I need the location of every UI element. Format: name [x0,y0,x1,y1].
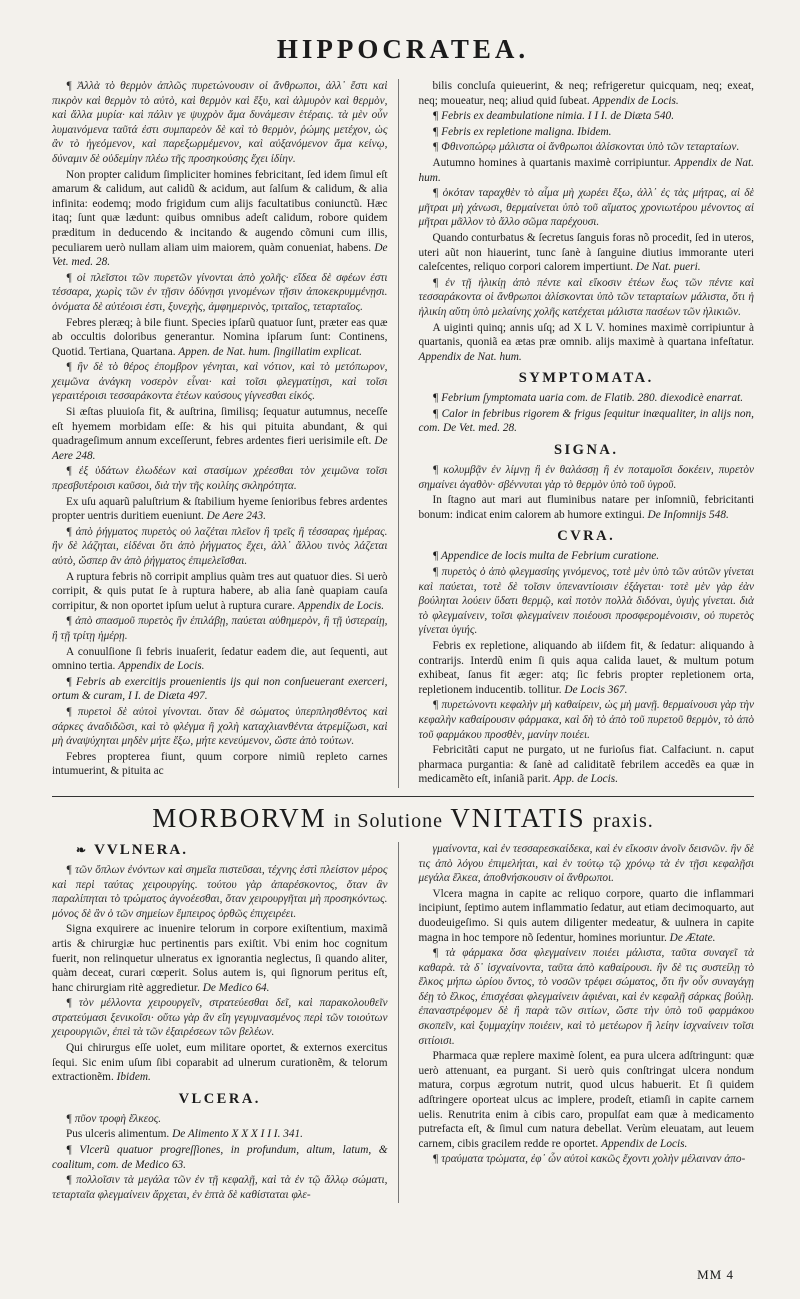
bottom-right-paragraph: ¶ τραύματα τρώματα, ἐφ᾽ ὧν αὐτοὶ κακῶς ἔχοντι χολὴν μέλαιναν ἀπο- [432,1153,746,1166]
citation: De Inſomnijs 548. [647,508,729,521]
top-right-paragraph: A uiginti quinq; annis uſq; ad X L V. homines maximè corripiuntur à quartanis, quoniã ea ætas præ omnib. alijs maximè à quartana infeſtatur. Appendix de Nat. hum. [418,321,754,363]
top-left-paragraph: ¶ Febris ab exercitijs prouenientis ijs qui non conſueuerant exerceri, ortum & curam, I I. de Diæta 497. [52,675,388,703]
cura-paragraph: Febricitãti caput ne purgato, ut ne furioſus fiat. Calfaciunt. n. caput pharmaca purgantia: & ſanè ad caliditatẽ febrilem accedẽs ea quæ in medicamẽto eſt, inſaniã parit. App. de Locis. [418,744,754,786]
fever-continued [419,79,755,364]
signature-mark: MM 4 [697,1267,734,1282]
symptomata-heading: SYMPTOMATA. [518,370,654,387]
citation: App. de Locis. [553,773,619,786]
bottom-left-paragraph: ¶ τῶν ὅπλων ἐνόντων καὶ σημεῖα πιστεῦσαι, τέχνης ἐστὶ πλείστον μέρος καὶ περὶ ταύτας χειρουργίης. τούτου γὰρ ἀπαρέσκοντος, ὅταν ἂν παραλίπηται τὸ τρώματος ἀγνοέεσθαι, ὅταν χειρουργῆται μὴ προσηκόντως. μόνος δὲ ἂν ὁ τῶν σημείων ἔμπειρος ὀρθῶς ἐπιχειρέει. [52,863,388,920]
top-right-paragraph: ¶ Febris ex repletione maligna. Ibidem. [432,125,612,138]
top-right-paragraph: ¶ ἐν τῇ ἡλικίῃ ἀπὸ πέντε καὶ εἴκοσιν ἐτέων ἕως τῶν πέντε καὶ τεσσαράκοντα οἱ ἄνθρωποι ἁλίσκονται ὑπὸ τῶν τεταρταίων μάλιστα, ὅτι ἡ ἡλικίη αὕτη ὑπὸ μελαίνης χολῆς κατέχεται μάλιστα πασέων τῶν ἡλικιῶν. [418,276,754,318]
bottom-left-ulcera-paragraph: ¶ πολλοῖσιν τὰ μεγάλα τῶν ἐν τῇ κεφαλῇ, καὶ τὰ ἐν τῷ ἄλλῳ σώματι, τεταρταῖα φλεγμαίνειν ἄρχεται, ἐν ἑπτὰ δὲ καθίσταται φλε- [52,1174,388,1201]
bottom-right-paragraph: Vlcera magna in capite ac reliquo corpore, quarto die inflammari incipiunt, ſeptimo autem inflammatio ſedatur, aut etiam decimoquarto, aut duodeuigeſimo. Si quis autem diligenter medeatur, & uulnera in capite magna in hoc tempore nõ ſedentur, homines moriuntur. De Ætate. [418,887,754,944]
bottom-right-paragraph: ¶ τὰ φάρμακα ὅσα φλεγμαίνειν ποιέει μάλιστα, ταῦτα συναγεῖ τὰ καθαρὰ. τὰ δ᾽ ἰσχναίνοντα, ταῦτα ἀπὸ καθαίρουσι. ἢν δὲ τις συστείλῃ τὸ ἕλκος μήπω ώρίου ὄντος, τὸ νοσῶν τρέφει σώματος, ὅτι ἢν οὖν συναγάγῃ δέῃ τὸ ἕλκος, ἐπισχέσαι φλεγμαίνειν ἀφιέναι, καὶ ἐν κεφαλῇ σάρκας βούλῃ. ἐπαναστρέφομεν δὲ ἢ παρὰ τῶν σιτίων, ὥστε τὴν ὑπὸ τοῦ φαρμάκου σκοπεῖν, καὶ ξυμμαχίην ποιέειν, καὶ τὸ μετέωρον ἢ λείην ἰσχναίνειν τοῖσι σιτίοισι. [418,947,754,1047]
top-left-paragraph: Febres pleræq; à bile fiunt. Species ipſarũ quatuor ſunt, præter eas quæ ab occultis doloribus generantur. Nomina ipſarum ſunt: Continens, Quotid. Tertiana, Quartana. Appen. de Nat. hum. ſingillatim explicat. [52,316,388,358]
bottom-right-column [417,842,755,1203]
ulcera-heading: VLCERA. [178,1090,261,1107]
citation: De Vet. med. 28. [52,241,388,269]
citation: De Medico 64. [202,981,270,994]
top-right-paragraph: Quando conturbatus & ſecretus ſanguis foras nõ procedit, ſed in uteros, uteri aũt non hiauerint, tunc ſanè à ſanguine diutius immorante uteri caleſcentes, reliquo corpori calorem impertiunt. De Nat. pueri. [418,231,754,274]
citation: Appendix de Nat. hum. [418,350,522,363]
cura-paragraph: ¶ πυρετὸς ὁ ἀπὸ φλεγμασίης γινόμενος, τοτὲ μὲν ὑπὸ τῶν αὐτῶν γίνεται καὶ παύεται, τοτὲ δὲ τοῖσιν ὑπεναντίοισιν ἐξάγεται· τοτὲ μὲν γὰρ ἐὰν βούληται λούειν ὕδατι θερμῷ, καὶ ποτὸν πολλὰ διδόναι, ὑγιὴς γίνεται. διὰ τὸ φλεγμαίνειν, τοῖσι φλεγμαίνειν ποιέουσι προσφερομένοισιν, οὐ πυρετὸς γίνεται ὑγιής. [418,566,754,637]
bottom-right-paragraph: Pharmaca quæ replere maximè ſolent, ea pura ulcera adſtringunt: quæ uerò attenuant, ea purgant. Si uerò quis conſtringat ulcera nondum matura, corpus ægrotum nutrit, quod ulcus habuerit. Et ſi quidem adſtringere oporteat ulcus ac implere, prodeſt, etiamſi in capite carnem uelis. Renutrita enim à cibis caro, propulſat eam quæ à medicamento putrefacta eſt, & ſimul cum natura debellat. Verùm eleuatam, aut leuem carnem, cibis gracilem redde re oportet. Appendix de Locis. [418,1050,754,1150]
bottom-left-ulcera-paragraph: ¶ Vlcerũ quatuor progreſſiones, in profundum, altum, latum, & coalitum, com. de Medico 63. [52,1144,388,1171]
citation: Appendix de Locis. [297,599,385,612]
top-left-paragraph: ¶ ἐξ ὑδάτων ἑλωδέων καὶ στασίμων χρέεσθαι τὸν χειμῶνα τοῖσι πρεσβυτέροισι καῦσοι, διὰ τὴν τῆς κοιλίης σκληρότητα. [52,465,388,493]
bottom-left-paragraph: ¶ τὸν μέλλοντα χειρουργεῖν, στρατεύεσθαι δεῖ, καὶ παρακολουθεῖν στρατεύμασι ξενικοῖσι· οὕτω γὰρ ἂν εἴη γεγυμνασμένος περὶ τῶν τοιούτων χειρουργιῶν, ἐπεὶ τὰ τῶν ἐξαιρέσεων τῶν βελέων. [52,997,388,1039]
top-right-paragraph: ¶ Φθινοπώρῳ μάλιστα οἱ ἄνθρωποι ἁλίσκονται ὑπὸ τῶν τεταρταίων. [432,141,740,154]
top-left-paragraph: A ruptura febris nõ corripit amplius quàm tres aut quatuor dies. Si uerò corripit, & quis putat ſe à ruptura habere, ab alia ſanè quapiam cauſa corripitur, & non oportet ipſum uelut à ruptura curare. Appendix de Locis. [52,570,388,612]
fleuron-icon: ❧ [76,842,89,857]
top-right-paragraph: ¶ Febris ex deambulatione nimia. I I I. de Diæta 540. [432,110,675,123]
symptomata-paragraph: ¶ Calor in febribus rigorem & frigus ſequitur inæqualiter, in alijs non, com. De Vet. med. 28. [418,407,754,435]
top-left-paragraph: Ex uſu aquarũ paluſtrium & ſtabilium hyeme ſenioribus febres ardentes propter uentris duritiem eueniunt. De Aere 243. [52,495,388,523]
section-divider [52,796,754,797]
bottom-columns [52,842,754,1203]
citation: Appen. de Nat. hum. ſingillatim explicat. [178,345,362,358]
bottom-left-ulcera-paragraph: ¶ πῦον τροφὴ ἕλκεος. [66,1112,162,1125]
banner-morborum: MORBORVM [152,802,327,833]
vulnera-heading: ❧ VVLNERA. [76,841,188,858]
citation: Appendix de Locis. [592,94,679,107]
top-left-paragraph: ¶ οἱ πλεῖστοι τῶν πυρετῶν γίνονται ἀπὸ χολῆς· εἴδεα δὲ σφέων ἐστι τέσσαρα, χωρὶς τῶν ἐν τῇσιν ὀδύνῃσι γινομένων τῇσιν ἀποκεκρυμμένῃσι. ὀνόματα δὲ αὐτέοισι ἐστι, ξυνεχὴς, ἀμφημερινὸς, τριταῖος, τεταρταῖος. [52,271,388,313]
symptomata-paragraph: ¶ Febrium ſymptomata uaria com. de Flatib. 280. diexodicè enarrat. [432,392,744,405]
running-head: HIPPOCRATEA. [276,34,530,64]
banner-unitatis: VNITATIS [450,802,586,833]
vulnera-section [52,863,388,1085]
citation: Ibidem. [116,1071,151,1084]
top-left-paragraph: ¶ ἢν δὲ τὸ θέρος ἐπομβρον γένηται, καὶ νότιον, καὶ τὸ μετόπωρον, χειμῶνα ἀνάγκη νοσερὸν εἶναι· καὶ τοῖσι φλεγματίῃσι, καὶ τοῖσι γεραιτέροισι τεσσαράκοντα ἐτέων καύσους γίγνεσθαι εἰκός. [52,361,388,403]
signa-paragraph: In ſtagno aut mari aut fluminibus natare per inſomniũ, febricitanti bonum: indicat enim calorem ab humore extingui. De Inſomnijs 548. [418,494,754,521]
bottom-left-paragraph: Qui chirurgus eſſe uolet, eum militare oportet, & externos exercitus ſequi. Sic enim uſum ſibi coparabit ad ulnerum curationẽm, & telorum extractionẽm. Ibidem. [52,1042,388,1084]
signa-heading: SIGNA. [553,442,619,459]
top-left-paragraph: A conuulſione ſi febris inuaſerit, ſedatur eadem die, aut ſequenti, aut omnino tertia. Appendix de Locis. [52,645,388,673]
top-right-column [417,79,755,788]
cura-section [419,549,755,787]
citation: Appendix de Locis. [601,1137,688,1150]
bottom-left-column [52,842,399,1203]
citation: Appendix de Locis. [118,660,205,673]
citation: De Alimento X X X I I I. 341. [172,1128,303,1141]
cura-paragraph: ¶ Appendice de locis multa de Febrium curatione. [432,550,660,563]
bottom-right-paragraph: γμαίνοντα, καὶ ἐν τεσσαρεσκαίδεκα, καὶ ἐν εἴκοσιν ἀνοῖν δεισνῶν. ἢν δὲ τις ἀπὸ λόγου ἐπιμελήται, καὶ ἐν τούτῳ τῷ χρόνῳ τὰ ἐν τῇσι κεφαλῇσι μεγάλα ἕλκεα, ἀποθνήσκουσιν οἱ ἄνθρωποι. [418,842,754,885]
top-columns [52,79,754,788]
bottom-left-ulcera-paragraph: Pus ulceris alimentum. De Alimento X X X I I I. 341. [66,1128,303,1141]
bottom-left-paragraph: Signa exquirere ac inuenire telorum in corpore exiſtentium, maximã artis & chirurgiæ huc pertinentis pars exiſtit. Vbi enim hoc cognitum fuerit, non relinquetur ulneratus ex ignorantia neglectus, ſi quando aliter, quàm deceat, curari cœperit. Solus autem is, qui ſignorum peritus eſt, hanc chirurgiam ritè aggredietur. De Medico 64. [52,923,388,994]
banner-praxis: praxis. [592,809,654,832]
top-left-paragraph: ¶ ἀπὸ σπασμοῦ πυρετὸς ἢν ἐπιλάβῃ, παύεται αὐθημερὸν, ἢ τῇ ὑστεραίῃ, ἢ τῇ τρίτῃ ἡμέρῃ. [52,615,388,642]
banner-in-solutione: in Solutione [333,809,444,832]
ulcera-section [52,1112,388,1203]
citation: Appendix de Nat. hum. [418,156,754,184]
top-left-paragraph: Non propter calidum ſimpliciter homines febricitant, ſed idem ſimul eſt amarum & calidum, aut calidũ & acidum, aut ſalſum & calidum, & alia infinita: eodemq; modo frigidum cum alijs facultatibus coniunctũ. Hæc itaq; ſunt quæ lædunt: quibus omnibus adeſt calidum, robore quidem præditum in deducendo & incitando & augendo cõmuni cum illis, peculiarem uerò nullam aliam uim maiorem, quàm conueniat, habens. De Vet. med. 28. [52,168,388,269]
section-banner [52,803,754,834]
top-right-paragraph: Autumno homines à quartanis maximè corripiuntur. Appendix de Nat. hum. [418,156,754,184]
citation: De Ætate. [669,931,716,944]
top-left-paragraph: ¶ Ἀλλὰ τὸ θερμὸν ἀπλῶς πυρετώνουσιν οἱ ἄνθρωποι, ἀλλ᾽ ἔστι καὶ πικρὸν καὶ θερμὸν τὸ αὐτὸ, καὶ θερμὸν καὶ ἕξυ, καὶ ἁλμυρὸν καὶ θερμὸν, καὶ ἄλλα μυρία· καὶ πάλιν γε ψυχρὸν ἅμα δυνάμεσιν ἑτέραις. τὰ μὲν οὖν λυμαινόμενα ταῦτά ἐστι συμπαρεὸν δὲ καὶ τὸ θερμὸν, ῥώμης μετέχον, ὡς ἂν τὸ ἡγεόμενον, καὶ παρεξωρμέμενον, καὶ αὐξανόμενον ἅμα κείνῳ, δύναμιν δὲ οὐδεμίην πλέω τῆς προσηκούσης ἔχει ἰδίην. [52,80,388,165]
top-left-column [52,79,399,788]
signa-paragraph: ¶ κολυμβᾷν ἐν λίμνῃ ἢ ἐν θαλάσσῃ ἢ ἐν ποταμοῖσι δοκέειν, πυρετὸν σημαίνει ἀγαθὸν· σβέννυται γὰρ τὸ θερμὸν ὑπὸ τοῦ ὑγροῦ. [418,464,754,491]
citation: De Nat. pueri. [635,261,701,274]
citation: De Locis 367. [564,683,628,696]
top-right-paragraph: ¶ ὁκόταν ταραχθὲν τὸ αἷμα μὴ χωρέει ἔξω, ἀλλ᾽ ἐς τὰς μήτρας, αἱ δὲ μῆτραι μὴ χάνωσι, θερμαίνεται ὑπὸ τοῦ αἵματος χρονιωτέρου μένοντος αἱ μῆτραι μᾶλλον τὸ ἄλλο σῶμα παρέχουσι. [418,187,754,229]
top-left-paragraph: ¶ πυρετοὶ δὲ αὐτοὶ γίνονται. ὅταν δὲ σώματος ὑπερπλησθέντος καὶ σάρκες ἀναδιδῶσι, καὶ τὸ φλέγμα ἢ χολὴ καταχλιανθέντα ἀτρεμίζωσι, καὶ μὴ ἀναψύχηται μηδὲν μήτε ἔξω, μήτε κενεύμενον, ὥστε ἀπὸ τούτων. [52,705,388,748]
cura-paragraph: ¶ πυρετώνοντι κεφαλὴν μὴ καθαίρειν, ὡς μὴ μανῇ. θερμαίνουσι γὰρ τὴν κεφαλὴν καθαίρουσιν φάρμακα, καὶ δὴ τὸ ἀπὸ τοῦ πυρετοῦ θερμὸν, τὸ ἀπὸ τοῦ φαρμάκου προσθὲν, μανίην ποιέει. [418,699,754,741]
cura-paragraph: Febris ex repletione, aliquando ab iiſdem fit, & ſedatur: aliquando à contrarijs. Interdũ enim ſi quis aqua calida lauet, & multum potum exhibeat, ſanus fit æger: atq; ſic febris propter repletionem orta, repletionem inducentib. tollitur. De Locis 367. [418,640,754,696]
citation: De Aere 243. [206,510,266,523]
top-left-paragraph: Si æſtas pluuioſa fit, & auſtrina, ſimilisq; ſequatur autumnus, neceſſe eſt hyemem morbidam eſſe: & his qui pituita abundant, & qui quadrageſimum annum exceſſerunt, febres ardentes fieri uerisimile eſt. De Aere 248. [52,406,388,462]
citation: De Aere 248. [52,435,388,462]
top-left-paragraph: ¶ ἀπὸ ῥήγματος πυρετὸς οὐ λαζέται πλεῖον ἢ τρεῖς ἢ τέσσαρας ἡμέρας. ἢν δὲ λάζηται, εἰδέναι ὅτι ἀπὸ ῥήγματος ἔχει, ἀλλ᾽ ἄλλου τινὸς λάζεται αὐτὸ, ὥσπερ ἂν ἀπὸ ῥήγματος ἐπιμελεῖσθαι. [52,525,388,567]
cura-heading: CVRA. [557,528,616,545]
symptomata-section [419,391,755,436]
top-left-paragraph: Febres propterea fiunt, quum corpore nimiũ repleto carnes intumuerint, & pituita ac [52,750,388,778]
top-right-paragraph: bilis concluſa quieuerint, & neq; refrigeretur quicquam, neq; exeat, neq; moueatur, neq; aliud quid ſubeat. Appendix de Locis. [418,80,754,107]
signa-section [419,463,755,522]
